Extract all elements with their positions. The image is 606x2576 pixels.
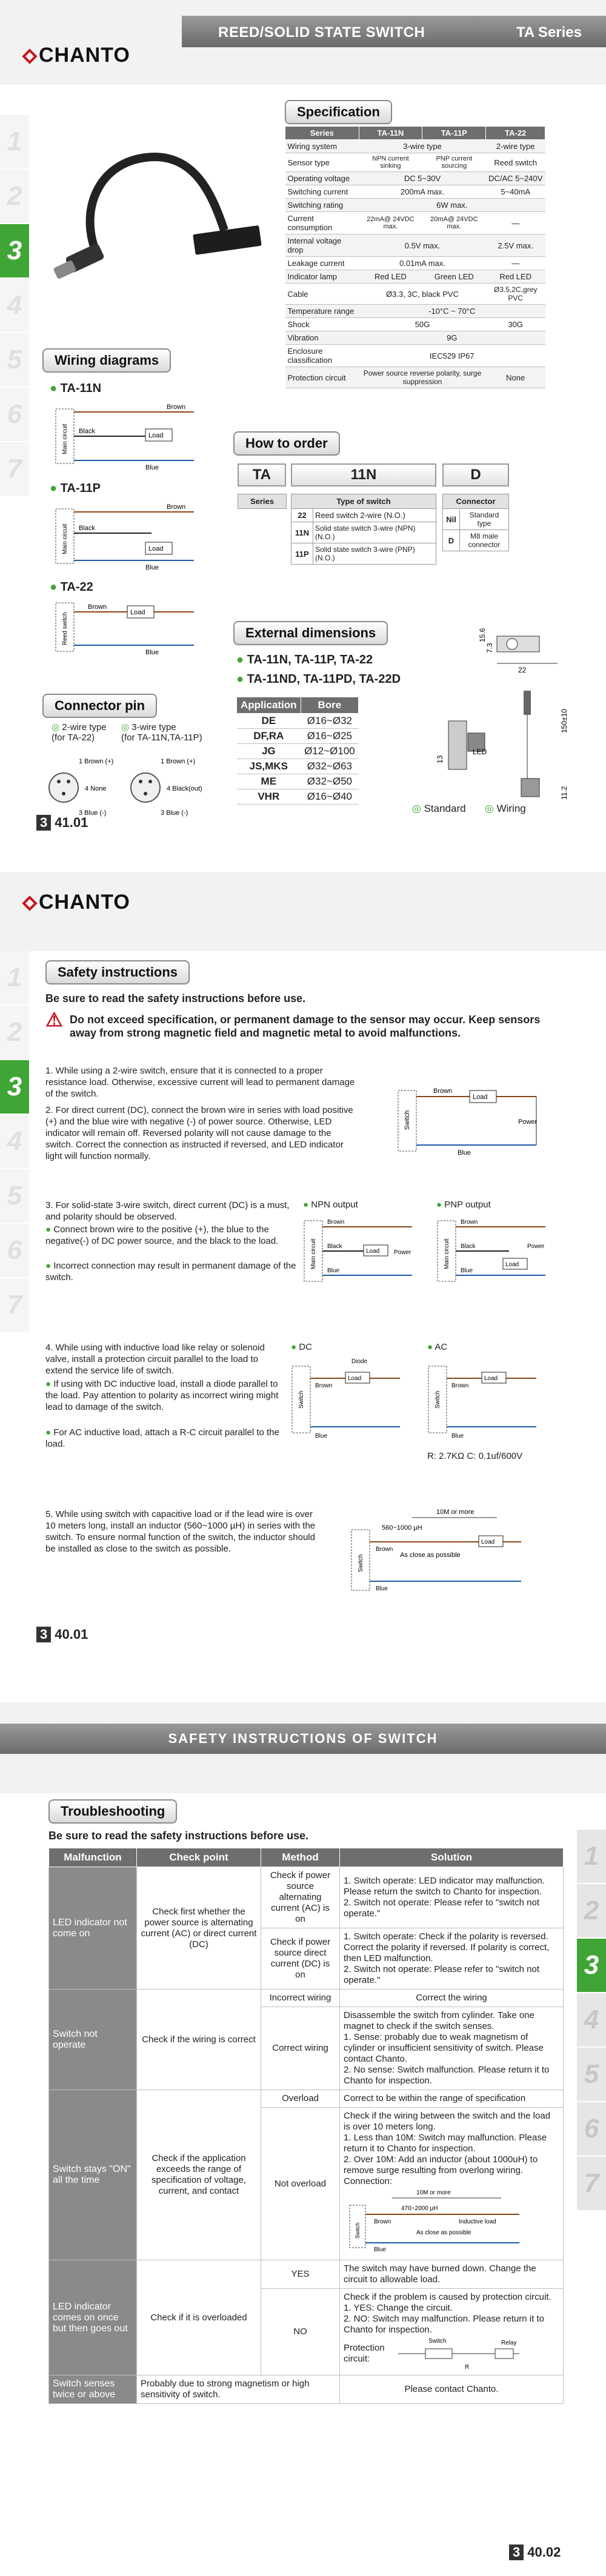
svg-text:Switch: Switch <box>358 1554 364 1572</box>
ext-models-2: ● TA-11ND, TA-11PD, TA-22D <box>236 672 401 686</box>
title-band <box>182 16 606 47</box>
header-title: REED/SOLID STATE SWITCH <box>218 24 425 41</box>
nav-item-7[interactable]: 7 <box>0 1278 29 1333</box>
nav-item-4[interactable]: 4 <box>577 1993 606 2048</box>
wiring-model-11n: ● TA-11N <box>50 382 102 395</box>
svg-text:Brown: Brown <box>167 503 186 511</box>
svg-text:Power: Power <box>394 1249 411 1256</box>
standard-label: ◎ Standard <box>412 803 466 814</box>
dc-label: ● DC <box>291 1342 312 1352</box>
side-nav <box>577 1830 606 2211</box>
diagram-2wire <box>397 1072 561 1169</box>
svg-text:Main circuit: Main circuit <box>444 1238 450 1269</box>
header-bar <box>0 0 606 85</box>
svg-text:Brown: Brown <box>167 403 186 411</box>
svg-text:3 Blue (-): 3 Blue (-) <box>79 809 107 817</box>
svg-text:Blue: Blue <box>145 464 159 471</box>
spec-title: Specification <box>285 100 392 124</box>
svg-text:Main circuit: Main circuit <box>62 523 68 554</box>
nav-item-5[interactable]: 5 <box>577 2048 606 2102</box>
svg-text:Load: Load <box>348 1375 362 1382</box>
svg-text:Blue: Blue <box>461 1267 473 1274</box>
svg-text:Brown: Brown <box>374 2219 391 2225</box>
page-number: 3 40.01 <box>36 1627 88 1642</box>
svg-text:Power: Power <box>518 1118 538 1126</box>
svg-text:Black: Black <box>461 1243 476 1250</box>
diagram-inductor <box>339 1505 533 1596</box>
nav-item-2[interactable]: 2 <box>0 1006 29 1060</box>
wiring-diagram-11n <box>55 400 212 473</box>
ext-models-1: ● TA-11N, TA-11P, TA-22 <box>236 653 373 666</box>
svg-text:LED: LED <box>473 748 487 756</box>
item-2: 2. For direct current (DC), connect the brown wire in series with load positive (+) and the blue wire with negative (-) of power source. Otherwise, LED indicator will remain off. Reversed polarity will not cause damage to the switch. Correct the connection as instructed if reversed, and LED indicator light will function normally. <box>45 1105 353 1161</box>
dim-table: Application Bore DE Ø16~Ø32 DF,RA Ø16~Ø25 JG Ø12~Ø100 JS,MKS Ø32~Ø63 ME Ø32~Ø50 VHR Ø16~Ø40 <box>236 697 359 805</box>
nav-item-4[interactable]: 4 <box>0 279 29 333</box>
series-label: TA Series <box>516 24 582 41</box>
subtitle: Be sure to read the safety instructions before use. <box>48 1830 309 1842</box>
nav-item-6[interactable]: 6 <box>0 1224 29 1278</box>
side-nav <box>0 115 29 497</box>
svg-text:Switch: Switch <box>435 1390 441 1409</box>
connector-3wire: ◎ 3-wire type (for TA-11N,TA-11P) <box>121 722 202 743</box>
order-title: How to order <box>233 431 340 456</box>
order-connector-table: Connector Nil Standard type D M8 male connector <box>442 494 509 551</box>
diagram-ac <box>427 1354 554 1445</box>
svg-text:Blue: Blue <box>145 649 159 656</box>
svg-text:Brown: Brown <box>327 1219 345 1226</box>
page-number: 3 40.02 <box>509 2544 561 2560</box>
svg-text:Switch: Switch <box>404 1110 411 1130</box>
spec-table: Series TA-11N TA-11P TA-22 Wiring system 3-wire type 2-wire type Sensor type NPN current sinking PNP current sourcing Reed switch Operating voltage DC 5~30V DC/AC 5~240V Switching current 200mA max. 5~40mA Switching rating 6W max. Current consumption 22mA@ 24VDC max. 20mA@ 24VDC max. — Internal voltage drop 0.5V max. 2.5V max. Leakage current 0.01mA max. — Indicator lamp Red LED Green LED Red LED Cable Ø3.3, 3C, black PVC Ø3.5,2C,grey PVC Temperature range -10°C ~ 70°C Shock 50G 30G Vibration 9G Enclosure classification IEC529 IP67 Protection circuit Power source reverse polarity, surge suppression None <box>285 126 545 388</box>
svg-text:10M or more: 10M or more <box>416 2189 451 2196</box>
svg-text:Brown: Brown <box>433 1087 453 1095</box>
svg-text:1 Brown (+): 1 Brown (+) <box>161 758 196 765</box>
svg-text:11.2: 11.2 <box>560 786 568 800</box>
svg-text:Switch: Switch <box>298 1390 305 1409</box>
nav-item-3[interactable]: 3 <box>0 1060 29 1115</box>
svg-text:10M or more: 10M or more <box>436 1509 474 1516</box>
ac-label: ● AC <box>427 1342 448 1352</box>
nav-item-2[interactable]: 2 <box>0 170 29 224</box>
section-title: Troubleshooting <box>48 1799 177 1824</box>
svg-text:Blue: Blue <box>327 1267 340 1274</box>
subtitle: Be sure to read the safety instructions before use. <box>45 992 306 1004</box>
page-troubleshooting <box>0 1702 606 2576</box>
spec-header: TA-11P <box>422 127 486 140</box>
section-title: Safety instructions <box>45 960 190 984</box>
svg-text:Power: Power <box>527 1243 545 1250</box>
wiring-title: Wiring diagrams <box>42 348 171 373</box>
svg-text:Main circuit: Main circuit <box>62 423 68 454</box>
svg-text:150±10: 150±10 <box>560 709 568 733</box>
svg-text:Brown: Brown <box>315 1383 333 1389</box>
npn-label: ● NPN output <box>303 1200 358 1210</box>
svg-text:Black: Black <box>79 525 95 532</box>
nav-item-1[interactable]: 1 <box>0 951 29 1006</box>
svg-text:As close as possible: As close as possible <box>416 2229 471 2236</box>
svg-text:Switch: Switch <box>428 2338 447 2345</box>
item-3: 3. For solid-state 3-wire switch, direct current (DC) is a must, and polarity should be observed. <box>45 1200 290 1222</box>
wiring-diagram-22 <box>55 597 212 657</box>
page-spec <box>0 0 606 872</box>
nav-item-1[interactable]: 1 <box>577 1830 606 1884</box>
svg-text:Load: Load <box>505 1261 519 1268</box>
item-4: 4. While using with inductive load like relay or solenoid valve, install a protection circuit parallel to the load to extend the service life of switch. <box>45 1343 265 1376</box>
svg-text:Brown: Brown <box>376 1546 393 1553</box>
svg-text:Load: Load <box>130 609 145 616</box>
svg-text:7.3: 7.3 <box>485 643 494 653</box>
svg-text:Blue: Blue <box>315 1433 328 1439</box>
nav-item-3[interactable]: 3 <box>0 224 29 279</box>
svg-text:Load: Load <box>366 1248 380 1255</box>
header-bar <box>0 1702 606 1793</box>
item-3b: ● Connect brown wire to the positive (+), the blue to the negative(-) of DC power source, and the black to the load. <box>45 1224 279 1246</box>
svg-text:13: 13 <box>436 755 444 763</box>
wiring-label: ◎ Wiring <box>485 803 526 814</box>
nav-item-1[interactable]: 1 <box>0 115 29 170</box>
nav-item-7[interactable]: 7 <box>577 2157 606 2211</box>
svg-text:Brown: Brown <box>461 1219 478 1226</box>
svg-text:1 Brown (+): 1 Brown (+) <box>79 758 114 765</box>
spec-header: Series <box>285 127 359 140</box>
dimension-drawing <box>424 618 582 818</box>
nav-item-6[interactable]: 6 <box>577 2102 606 2157</box>
nav-item-7[interactable]: 7 <box>0 442 29 497</box>
item-4b: ● If using with DC inductive load, install a diode parallel to the load. Pay attention to polarity as incorrect wiring might lead to damage of the switch. <box>45 1379 279 1412</box>
malfunction-cell: Switch stays "ON" all the time <box>49 2090 137 2260</box>
svg-text:Main circuit: Main circuit <box>310 1238 317 1269</box>
svg-text:Blue: Blue <box>458 1149 471 1157</box>
pnp-label: ● PNP output <box>436 1200 491 1210</box>
svg-text:Load: Load <box>148 432 164 439</box>
brand-logo: CHANTO <box>24 891 130 914</box>
pin-diagram-2wire <box>45 754 124 821</box>
header-title: SAFETY INSTRUCTIONS OF SWITCH <box>168 1731 438 1746</box>
malfunction-cell: LED indicator not come on <box>49 1867 137 1990</box>
svg-text:Black: Black <box>79 428 95 435</box>
nav-item-5[interactable]: 5 <box>0 1169 29 1224</box>
wiring-model-11p: ● TA-11P <box>50 482 101 495</box>
wiring-model-22: ● TA-22 <box>50 580 93 594</box>
svg-text:4 None: 4 None <box>85 785 107 792</box>
svg-text:Reed switch: Reed switch <box>62 612 68 645</box>
diagram-npn <box>303 1215 424 1287</box>
malfunction-cell: LED indicator comes on once but then goes out <box>49 2260 137 2375</box>
diagram-pnp <box>436 1215 558 1287</box>
svg-text:Black: Black <box>327 1243 342 1250</box>
nav-item-6[interactable]: 6 <box>0 388 29 442</box>
side-nav <box>0 951 29 1333</box>
spec-header: TA-11N <box>359 127 422 140</box>
svg-text:560~1000 µH: 560~1000 µH <box>382 1524 422 1532</box>
brand-logo: CHANTO <box>24 44 130 67</box>
warning-icon: ⚠ <box>45 1009 63 1031</box>
page-number: 3 41.01 <box>36 815 88 831</box>
svg-text:As close as possible: As close as possible <box>400 1552 461 1559</box>
svg-text:Blue: Blue <box>374 2246 387 2253</box>
wiring-diagram-11p <box>55 500 212 573</box>
product-image <box>42 91 273 297</box>
connector-title: Connector pin <box>42 694 157 718</box>
svg-text:15.6: 15.6 <box>478 628 487 642</box>
svg-text:Switch: Switch <box>355 2222 361 2239</box>
svg-text:Load: Load <box>473 1094 488 1101</box>
order-tab-series: TA <box>238 463 286 486</box>
svg-text:470~2000 µH: 470~2000 µH <box>401 2205 438 2212</box>
malfunction-cell: Switch senses twice or above <box>49 2375 137 2404</box>
item-5: 5. While using switch with capacitive load or if the lead wire is over 10 meters long, install an inductor (560~1000 µH) in series with the switch. To ensure normal function of the switch, the inductor should be installed as close to the switch as possible. <box>45 1509 316 1554</box>
rc-values: R: 2.7KΩ C: 0.1uf/600V <box>427 1451 523 1461</box>
nav-item-2[interactable]: 2 <box>577 1884 606 1939</box>
svg-text:Load: Load <box>148 545 164 553</box>
svg-text:Load: Load <box>481 1539 495 1545</box>
svg-text:4 Black(out): 4 Black(out) <box>167 785 202 792</box>
item-1: 1. While using a 2-wire switch, ensure that it is connected to a proper resistance load. Otherwise, excessive current will lead to permanent damage of the switch. <box>45 1066 355 1099</box>
order-tab-type: 11N <box>291 463 436 486</box>
diagram-protection <box>392 2335 525 2372</box>
svg-text:22: 22 <box>518 666 527 674</box>
troubleshooting-table: Malfunction Check point Method Solution LED indicator not come on Check first whether the power source is alternating current (AC) or direct current (DC) Check if power source alternating current (AC) is on 1. Switch operate: LED indicator may malfunction. Please return the switch to Chanto for inspection. 2. Switch not operate: Please refer to "switch not operate." Check if power source direct current (DC) is on 1. Switch operate: Check if the polarity is reversed. Correct the polarity if reversed. If polarity is correct, then LED malfunction. 2. Switch not operate: Please refer to "switch not operate." Switch not operate Check if the wiring is correct Incorrect wiring Correct the wiring Correct wiring Disassemble the switch from cylinder. Take one magnet to check if the switch senses. 1. Sense: probably due to weak magnetism of cylinder or insufficient sensitivity of switch. Please contact Chanto. 2. No sense: Switch malfunction. Please return it to Chanto for inspection. Switch stays "ON" all the time Check if the application exceeds the range of specification of voltage, current, and contact Overload Correct to be within the range of specification Not overload Check if the wiring between the switch and the load is over 10 meters long. 1. Less than 10M: Switch may malfunction. Please return it to Chanto for inspection. 2. Over 10M: Add an inductor (about 1000uH) to remove surge resulting from overlong wiring. Connection: 10M or more Switch 470~2000 µH Brown Inductive load As close as possible Blue LED indicator comes on once but then goes out Check if it is overloaded YES The switch may have burned down. Change the circuit to allowable load. NO Check if the problem is caused by protection circuit. 1. YES: Change the circuit. 2. NO: Switch may malfunction. Please return it to Chanto for inspection. Protection circuit: Switch Relay R Switch senses twice or above Probably due to strong magnetism or high sensitivity of switch. Please contact Chanto. <box>48 1848 564 2404</box>
svg-text:Inductive load: Inductive load <box>459 2219 496 2225</box>
svg-text:Diode: Diode <box>351 1358 368 1365</box>
ext-title: External dimensions <box>233 621 388 645</box>
diagram-connection <box>344 2187 525 2254</box>
nav-item-5[interactable]: 5 <box>0 333 29 388</box>
connector-2wire: ◎ 2-wire type (for TA-22) <box>52 722 107 743</box>
order-type-table: Type of switch 22 Reed switch 2-wire (N.O.) 11N Solid state switch 3-wire (NPN) (N.O.) 11P Solid state switch 3-wire (PNP) (N.O.) <box>291 494 436 565</box>
item-4c: ● For AC inductive load, attach a R-C circuit parallel to the load. <box>45 1427 279 1449</box>
svg-text:Relay: Relay <box>501 2340 517 2346</box>
order-tab-connector: D <box>442 463 509 486</box>
svg-text:Brown: Brown <box>451 1383 469 1389</box>
malfunction-cell: Switch not operate <box>49 1990 137 2090</box>
nav-item-3[interactable]: 3 <box>577 1939 606 1993</box>
title-band <box>0 1724 606 1754</box>
order-series-table: Series <box>238 494 287 509</box>
item-3c: ● Incorrect connection may result in permanent damage of the switch. <box>45 1261 296 1283</box>
svg-text:Blue: Blue <box>451 1433 464 1439</box>
pin-diagram-3wire <box>127 754 212 821</box>
page-safety <box>0 872 606 1702</box>
svg-text:3 Blue (-): 3 Blue (-) <box>161 809 188 817</box>
svg-text:R: R <box>465 2364 470 2371</box>
svg-text:Blue: Blue <box>145 564 159 571</box>
svg-text:Load: Load <box>484 1375 498 1382</box>
svg-text:Brown: Brown <box>88 603 107 611</box>
svg-text:Blue: Blue <box>376 1585 388 1592</box>
warning-text: ⚠ Do not exceed specification, or permanent damage to the sensor may occur. Keep sensors away from strong magnetic field and magnetic metal to avoid malfunctions. <box>45 1009 541 1039</box>
spec-header: TA-22 <box>486 127 545 140</box>
diagram-dc <box>291 1354 418 1445</box>
nav-item-4[interactable]: 4 <box>0 1115 29 1169</box>
